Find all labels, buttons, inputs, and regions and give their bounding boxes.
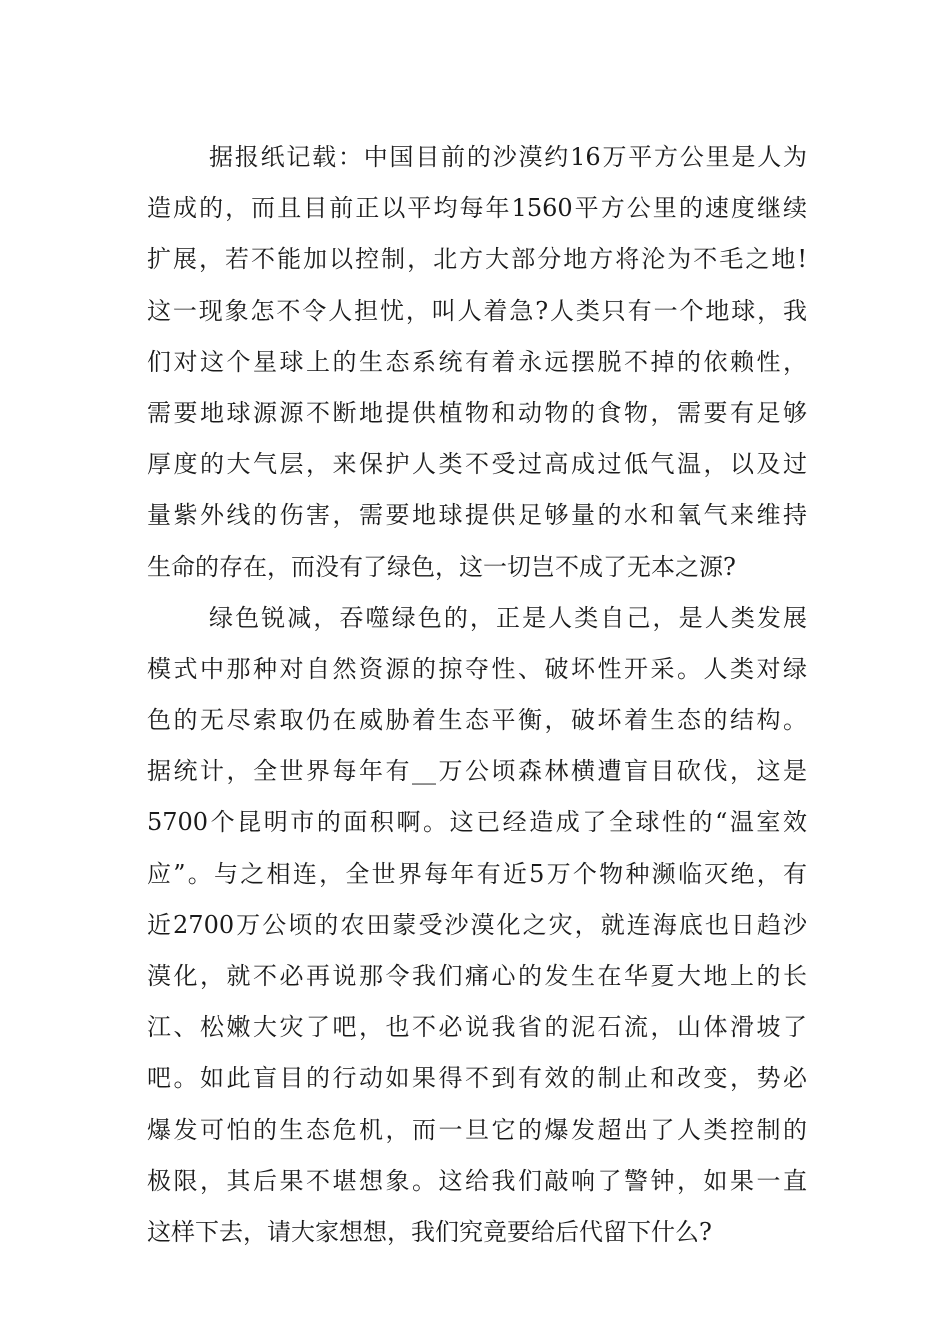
text-line: 江、松嫩大灾了吧，也不必说我省的泥石流，山体滑坡了 bbox=[147, 1013, 807, 1042]
text-line: 这一现象怎不令人担忧，叫人着急?人类只有一个地球，我 bbox=[147, 296, 807, 325]
text-line: 厚度的大气层，来保护人类不受过高成过低气温，以及过 bbox=[147, 450, 807, 479]
text-line: 需要地球源源不断地提供植物和动物的食物，需要有足够 bbox=[147, 398, 807, 427]
text-line: 色的无尽索取仍在威胁着生态平衡，破坏着生态的结构。 bbox=[147, 706, 807, 735]
text-line: 量紫外线的伤害，需要地球提供足够量的水和氧气来维持 bbox=[147, 501, 807, 530]
text-line: 吧。如此盲目的行动如果得不到有效的制止和改变，势必 bbox=[147, 1064, 807, 1093]
text-line: 5700个昆明市的面积啊。这已经造成了全球性的“温室效 bbox=[147, 808, 807, 837]
text-line: 漠化，就不必再说那令我们痛心的发生在华夏大地上的长 bbox=[147, 962, 807, 990]
text-line: 据报纸记载：中国目前的沙漠约16万平方公里是人为 bbox=[209, 143, 807, 171]
document-page bbox=[147, 132, 807, 1258]
paragraph-2 bbox=[147, 593, 807, 1258]
text-line: 绿色锐减，吞噬绿色的，正是人类自己，是人类发展 bbox=[209, 603, 807, 632]
text-line: 模式中那种对自然资源的掠夺性、破坏性开采。人类对绿 bbox=[147, 654, 807, 683]
text-line: 这样下去，请大家想想，我们究竟要给后代留下什么? bbox=[147, 1217, 712, 1246]
paragraph-1 bbox=[147, 132, 807, 593]
text-line: 极限，其后果不堪想象。这给我们敲响了警钟，如果一直 bbox=[147, 1166, 807, 1195]
text-line: 近2700万公顷的农田蒙受沙漠化之灾，就连海底也日趋沙 bbox=[147, 910, 807, 939]
text-line: 扩展，若不能加以控制，北方大部分地方将沦为不毛之地! bbox=[147, 245, 807, 274]
text-line: 造成的，而且目前正以平均每年1560平方公里的速度继续 bbox=[147, 194, 807, 223]
text-line: 爆发可怕的生态危机，而一旦它的爆发超出了人类控制的 bbox=[147, 1115, 807, 1144]
text-line: 据统计，全世界每年有__万公顷森林横遭盲目砍伐，这是 bbox=[147, 757, 807, 786]
text-line: 们对这个星球上的生态系统有着永远摆脱不掉的依赖性， bbox=[147, 347, 807, 376]
text-line: 生命的存在，而没有了绿色，这一切岂不成了无本之源? bbox=[147, 552, 736, 581]
text-line: 应”。与之相连，全世界每年有近5万个物种濒临灭绝，有 bbox=[147, 859, 807, 888]
